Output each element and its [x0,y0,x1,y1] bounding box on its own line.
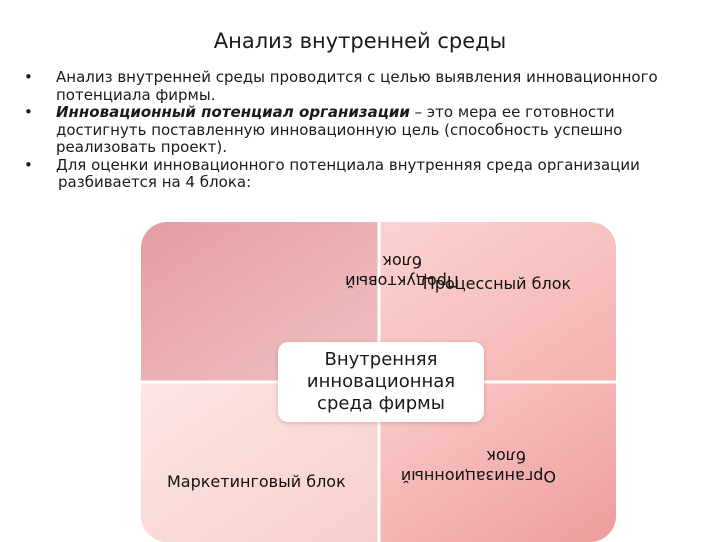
bullet-text: – это мера ее готовности достигнуть поставленную инновационную цель (способность успешно реализовать проект). [56,103,623,156]
bullet-list [24,69,696,192]
bullet-text: Для оценки инновационного потенциала внутренняя среда организации разбивается на 4 блока: [56,155,640,191]
center-node-label: Внутренняя инновационная среда фирмы [306,349,456,414]
bullet-marker: • [24,103,33,121]
four-block-diagram [141,222,616,542]
bullet-item [24,157,696,192]
quadrant-label-process: Процессный блок [422,274,572,293]
quadrant-label-marketing: Маркетинговый блок [167,472,346,491]
center-node [278,342,484,422]
bullet-marker: • [24,155,33,174]
slide-title: Анализ внутренней среды [213,29,507,53]
bullet-marker: • [24,68,33,86]
quadrant-label-organizational: Организационный блок [400,447,556,486]
bullet-item [24,69,696,104]
bullet-text: Анализ внутренней среды проводится с целью выявления инновационного потенциала фирмы. [56,68,658,104]
bullet-emphasis: Инновационный потенциал организации [56,103,410,121]
quadrant-label-product: Продуктовый блок [345,252,459,291]
bullet-item [24,104,696,157]
